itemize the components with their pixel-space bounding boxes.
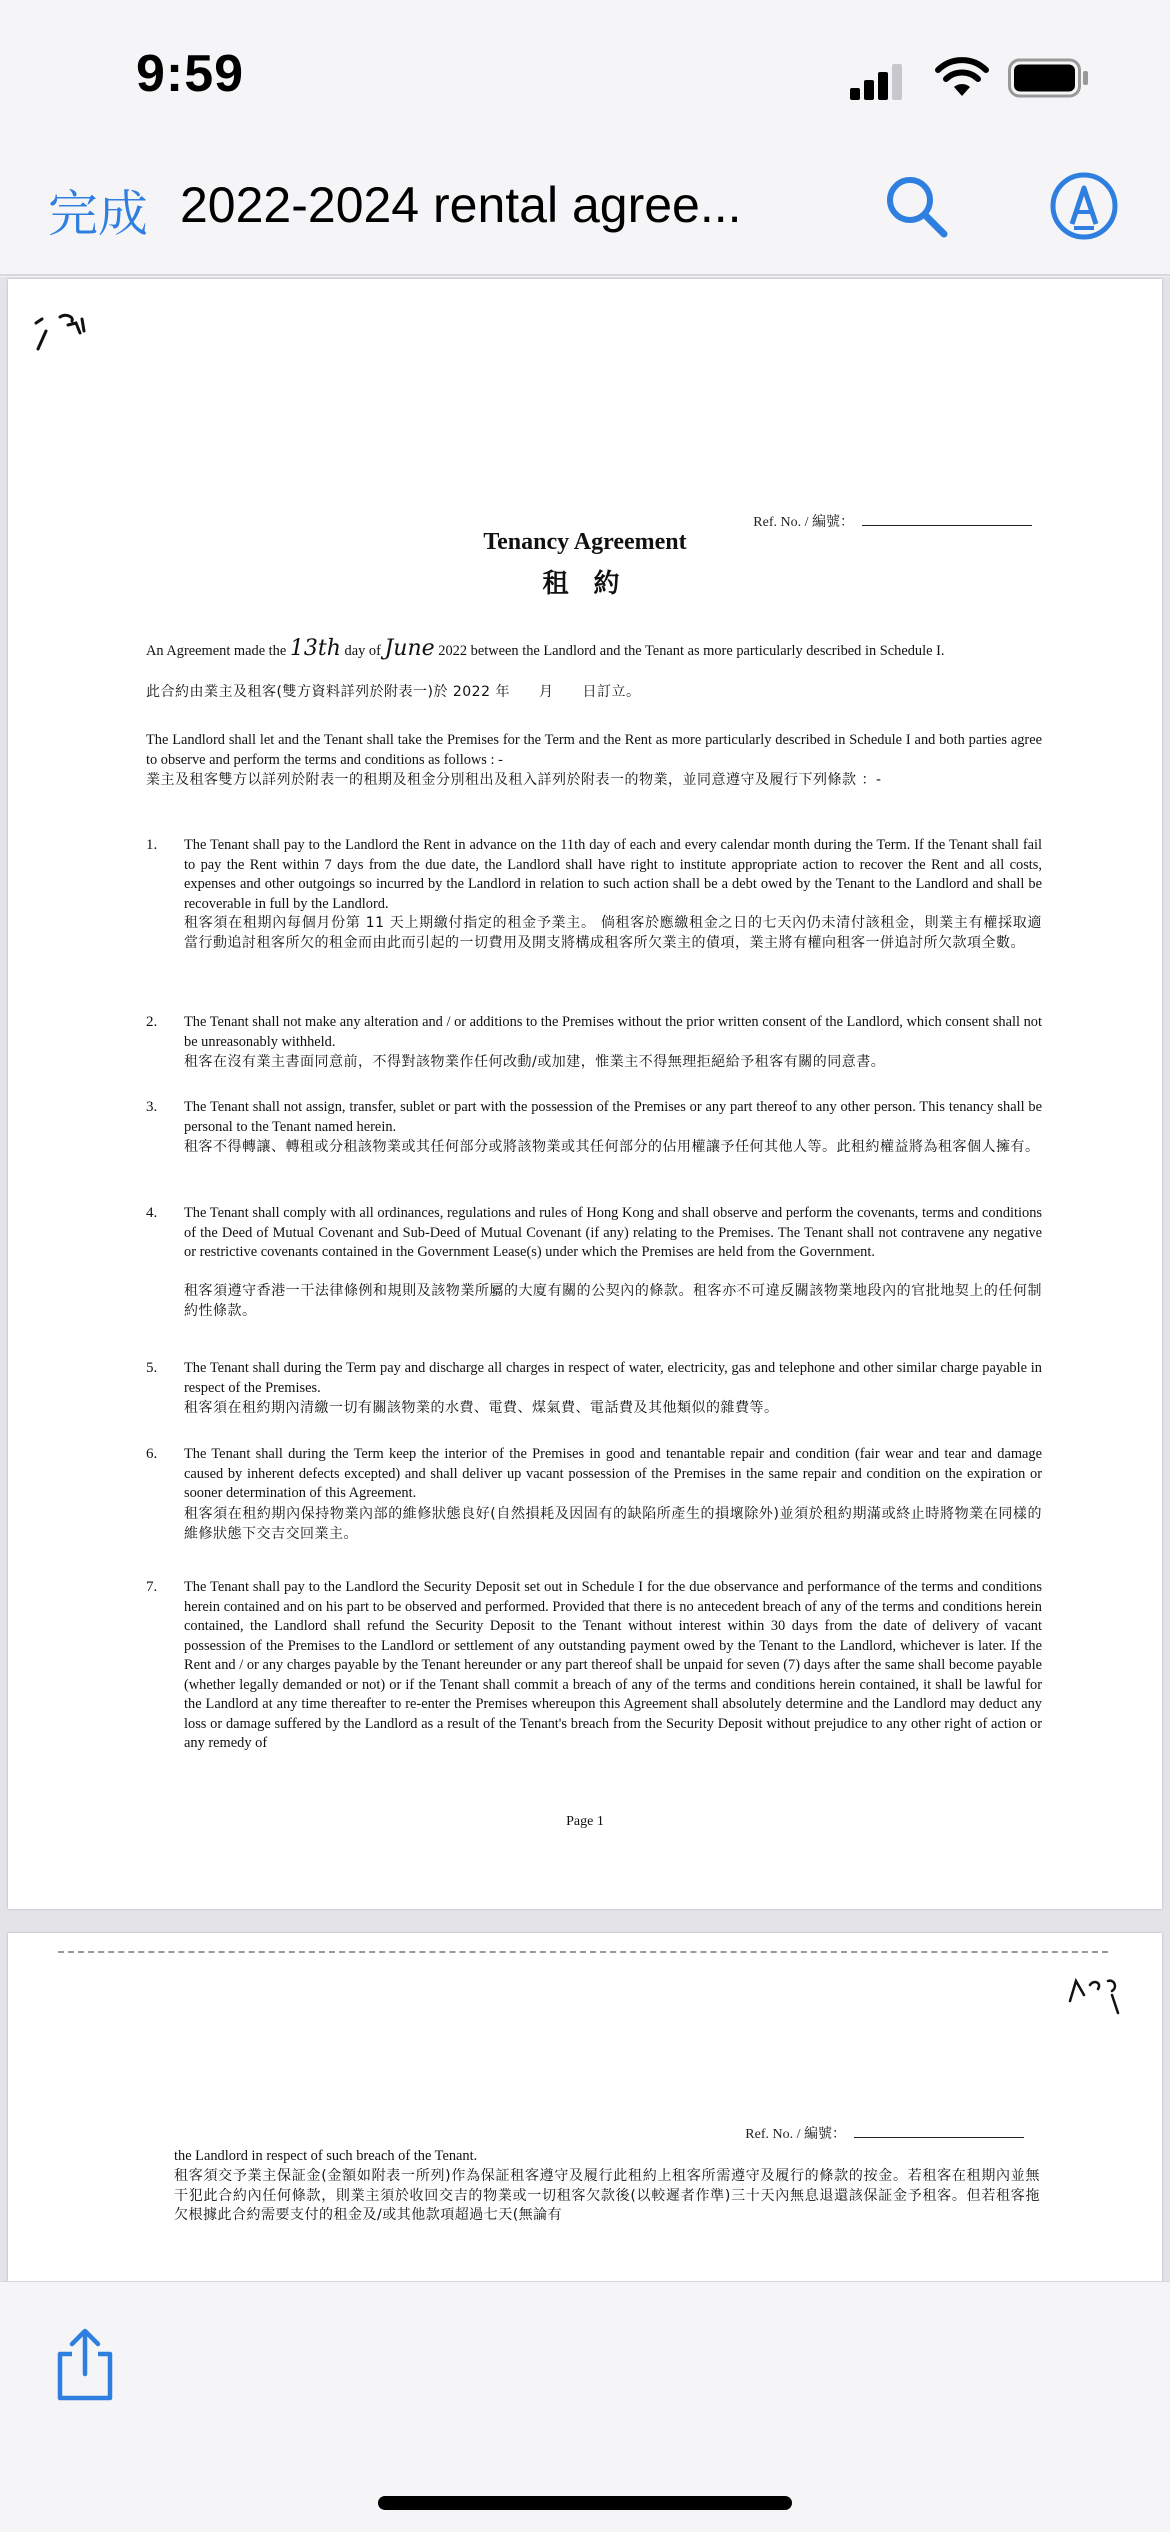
clause-4-text-zh: 租客須遵守香港一干法律條例和規則及該物業所屬的大廈有關的公契內的條款。租客亦不可違反關該物業地段內的官批地契上的任何制約性條款。 xyxy=(184,1283,1042,1319)
share-icon[interactable] xyxy=(52,2326,118,2402)
handwritten-month: June xyxy=(384,636,435,661)
clause-5-text-zh: 租客須在租約期內清繳一切有關該物業的水費、電費、煤氣費、電話費及其他類似的雜費等。 xyxy=(184,1400,779,1416)
home-indicator[interactable] xyxy=(378,2496,792,2510)
clause-1-text: The Tenant shall pay to the Landlord the Rent in advance on the 11th day of each and every calendar month during the Term. If the Tenant shall fail to pay the Rent within 7 days from the due date, the Landlord shall have right to institute appropriate action to recover the Rent and all costs, expenses and other outgoings so incurred by the Landlord in relation to such action shall be a debt owed by the Tenant to the Landlord and shall be recoverable in full by the Landlord. xyxy=(184,837,1042,912)
search-icon[interactable] xyxy=(880,170,952,242)
status-bar xyxy=(0,0,1170,150)
navigation-bar xyxy=(0,150,1170,276)
clause-4-text: The Tenant shall comply with all ordinances, regulations and rules of Hong Kong and shall observe and perform the covenants, terms and conditions of the Deed of Mutual Covenant and Sub-Deed of Mutual Covenant (if any) relating to the Premises. The Tenant shall not contravene any negative or restrictive covenants contained in the Government Lease(s) under which the Premises are held from the Government. xyxy=(184,1205,1042,1260)
pdf-page-2 xyxy=(8,1933,1162,2281)
handwritten-mark xyxy=(1064,1973,1144,2033)
document-title: 2022-2024 rental agree... xyxy=(180,177,742,233)
cellular-signal-icon xyxy=(850,62,906,100)
clause-number: 5. xyxy=(146,1360,158,1376)
page-number: Page 1 xyxy=(566,1814,604,1829)
done-button[interactable]: 完成 xyxy=(48,185,148,243)
reference-number: Ref. No. / 編號： xyxy=(753,511,1032,531)
clause-3-text: The Tenant shall not assign, transfer, sublet or part with the possession of the Premises or any part thereof to any other person. This tenancy shall be personal to the Tenant named herein. xyxy=(184,1099,1042,1135)
clause-2-text-zh: 租客在沒有業主書面同意前，不得對該物業作任何改動/或加建，惟業主不得無理拒絕給予租客有關的同意書。 xyxy=(184,1054,886,1070)
agreement-title: Tenancy Agreement xyxy=(483,529,687,555)
intro-paragraph: The Landlord shall let and the Tenant shall take the Premises for the Term and the Rent as more particularly described in Schedule I and both parties agree to observe and perform the terms and conditions as follows : - xyxy=(146,732,1042,768)
clause-number: 3. xyxy=(146,1099,158,1115)
clause-1-text-zh: 租客須在租期內每個月份第 11 天上期繳付指定的租金予業主。 倘租客於應繳租金之日的七天內仍未清付該租金，則業主有權採取適當行動追討租客所欠的租金而由此而引起的一切費用及開支將構成租客所欠業主的債項，業主將有權向租客一併追討所欠款項全數。 xyxy=(184,915,1042,951)
status-time: 9:59 xyxy=(136,45,245,103)
continuation-text-zh: 租客須交予業主保証金(金額如附表一所列)作為保証租客遵守及履行此租約上租客所需遵守及履行的條款的按金。若租客在租期內並無干犯此合約內任何條款，則業主須於收回交吉的物業或一切租客欠款後(以較遲者作準)三十天內無息退還該保証金予租客。但若租客拖欠根據此合約需要支付的租金及/或其他款項超過七天(無論有 xyxy=(174,2168,1040,2223)
wifi-icon xyxy=(934,56,990,100)
clause-number: 6. xyxy=(146,1446,158,1462)
document-viewer[interactable] xyxy=(0,277,1170,2281)
battery-icon xyxy=(1008,58,1090,98)
clause-3-text-zh: 租客不得轉讓、轉租或分租該物業或其任何部分或將該物業或其任何部分的佔用權讓予任何其他人等。此租約權益將為租客個人擁有。 xyxy=(184,1139,1040,1155)
pdf-page-1 xyxy=(8,279,1162,1909)
handwritten-day: 13th xyxy=(289,636,341,661)
intro-paragraph-zh: 業主及租客雙方以詳列於附表一的租期及租金分別租出及租入詳列於附表一的物業，並同意遵守及履行下列條款 ：- xyxy=(146,772,882,788)
bottom-toolbar xyxy=(0,2281,1170,2532)
agreement-date-line: An Agreement made the 13th day of June 2022 between the Landlord and the Tenant as more particularly described in Schedule I. xyxy=(146,636,945,661)
reference-number: Ref. No. / 編號： xyxy=(745,2123,1024,2143)
clause-number: 1. xyxy=(146,837,158,853)
clause-number: 4. xyxy=(146,1205,158,1221)
page-edge-artifact xyxy=(58,1951,1108,1953)
agreement-title-zh: 租 約 xyxy=(542,569,628,599)
clause-6-text-zh: 租客須在租約期內保持物業內部的維修狀態良好(自然損耗及因固有的缺陷所產生的損壞除外)並須於租約期滿或終止時將物業在同樣的維修狀態下交吉交回業主。 xyxy=(184,1506,1042,1542)
clause-6-text: The Tenant shall during the Term keep the interior of the Premises in good and tenantable repair and condition (fair wear and tear and damage caused by inherent defects excepted) and shall deliver up vacant possession of the Premises in the same repair and condition on the expiration or sooner determination of this Agreement. xyxy=(184,1446,1042,1501)
continuation-text: the Landlord in respect of such breach of the Tenant. xyxy=(174,2148,478,2164)
agreement-date-line-zh: 此合約由業主及租客(雙方資料詳列於附表一)於 2022 年 月 日訂立。 xyxy=(146,684,641,700)
clause-5-text: The Tenant shall during the Term pay and discharge all charges in respect of water, electricity, gas and telephone and other similar charge payable in respect of the Premises. xyxy=(184,1360,1042,1396)
handwritten-mark xyxy=(28,309,108,369)
clause-2-text: The Tenant shall not make any alteration and / or additions to the Premises without the prior written consent of the Landlord, which consent shall not be unreasonably withheld. xyxy=(184,1014,1042,1050)
clause-7-text: The Tenant shall pay to the Landlord the Security Deposit set out in Schedule I for the due observance and performance of the terms and conditions herein contained and on his part to be observed and performed. Provided that there is no antecedent breach of any of the terms and conditions herein contained, the Landlord shall refund the Security Deposit to the Tenant without interest within 30 days from the date of delivery of vacant possession of the Premises to the Landlord or settlement of any outstanding payment owed by the Tenant to the Landlord, whichever is later. If the Rent and / or any charges payable by the Tenant hereunder or any part thereof shall be unpaid for seven (7) days after the same shall become payable (whether legally demanded or not) or if the Tenant shall commit a breach of any of the terms and conditions herein contained, it shall be lawful for the Landlord at any time thereafter to re-enter the Premises whereupon this Agreement shall absolutely determine and the Landlord may deduct any loss or damage suffered by the Landlord as a result of the Tenant's breach from the Security Deposit without prejudice to any other right of action or any remedy of xyxy=(184,1579,1042,1751)
markup-icon[interactable] xyxy=(1048,170,1120,242)
clause-number: 2. xyxy=(146,1014,158,1030)
clause-number: 7. xyxy=(146,1579,158,1595)
